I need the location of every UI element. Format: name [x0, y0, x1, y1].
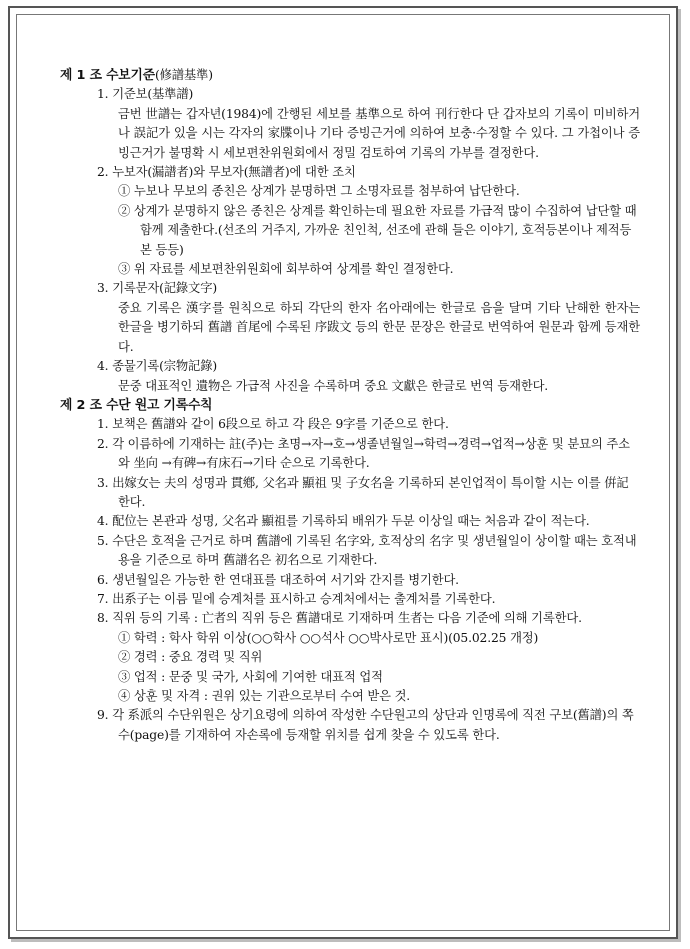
article-2-item-5: 5. 수단은 호적을 근거로 하며 舊譜에 기록된 名字와, 호적상의 名字 및 생년월일이 상이할 때는 호적내용을 기준으로 하며 舊譜名은 初名으로 기재한다.: [97, 533, 637, 568]
article-2-item-8-sub-2: ② 경력 : 중요 경력 및 직위: [118, 650, 263, 665]
article-1-item-2-sub-2: ② 상계가 분명하지 않은 종친은 상계를 확인하는데 필요한 자료를 가급적 많이 수집하여 납단할 때 함께 제출한다.(선조의 거주지, 가까운 친인척, 선조에 관해 들은 이야기, 호적등본이나 제적등본 등등): [118, 203, 637, 257]
article-2-heading: 제 2 조 수단 원고 기록수칙: [60, 397, 213, 413]
article-1-heading-note: (修譜基準): [154, 68, 213, 82]
article-2-item-8-sub-1: ① 학력 : 학사 학위 이상(○○학사 ○○석사 ○○박사로만 표시)(05.02.25 개정): [118, 630, 539, 645]
article-2-item-9: 9. 각 系派의 수단위원은 상기요령에 의하여 작성한 수단원고의 상단과 인명록에 직전 구보(舊譜)의 쪽수(page)를 기재하여 자손록에 등재할 위치를 쉽게 찾을 수 있도록 한다.: [97, 708, 634, 742]
article-2-item-3: 3. 出嫁女는 夫의 성명과 貫鄕, 父名과 顯祖 및 子女名을 기록하되 본인업적이 특이할 시는 이를 倂記한다.: [97, 475, 629, 509]
article-1-item-1-title: 1. 기준보(基準譜): [97, 87, 194, 102]
article-2-item-8-sub-4: ④ 상훈 및 자격 : 권위 있는 기관으로부터 수여 받은 것.: [118, 689, 411, 703]
article-1-item-3-body: 중요 기록은 漢字를 원칙으로 하되 각단의 한자 名아래에는 한글로 음을 달며 기타 난해한 한자는 한글을 병기하되 舊譜 首尾에 수록된 序跋文 등의 한문 문장은 한글로 번역하여 원문과 함께 등재한다.: [118, 300, 640, 354]
article-2-item-8: 8. 직위 등의 기록 : 亡者의 직위 등은 舊譜대로 기재하며 生者는 다음 기준에 의해 기록한다.: [97, 611, 582, 626]
article-1-item-3-title: 3. 기록문자(記錄文字): [97, 281, 217, 296]
article-2-item-6: 6. 생년월일은 가능한 한 연대표를 대조하여 서기와 간지를 병기한다.: [97, 572, 459, 587]
article-1-heading-text: 제 1 조 수보기준: [60, 68, 155, 83]
document-body: [60, 66, 640, 745]
article-2-item-7: 7. 出系子는 이름 밑에 승계처를 표시하고 승계처에서는 출계처를 기록한다.: [97, 591, 496, 606]
article-2-item-4: 4. 配位는 본관과 성명, 父名과 顯祖를 기록하되 배위가 두분 이상일 때는 처음과 같이 적는다.: [97, 514, 590, 529]
article-1-item-2-sub-3: ③ 위 자료를 세보편찬위원회에 회부하여 상계를 확인 결정한다.: [118, 262, 454, 277]
article-1-item-4-body: 문중 대표적인 遺物은 가급적 사진을 수록하며 중요 文獻은 한글로 번역 등재한다.: [118, 378, 549, 393]
article-2-item-1: 1. 보책은 舊譜와 같이 6段으로 하고 각 段은 9字를 기준으로 한다.: [97, 417, 449, 432]
article-1-item-2-title: 2. 누보자(漏譜者)와 무보자(無譜者)에 대한 조치: [97, 165, 356, 180]
article-1-heading: [60, 66, 640, 85]
article-1-item-2-sub-1: ① 누보나 무보의 종친은 상계가 분명하면 그 소명자료를 첨부하여 납단한다.: [118, 184, 520, 199]
article-2-item-8-sub-3: ③ 업적 : 문중 및 국가, 사회에 기여한 대표적 업적: [118, 669, 383, 684]
article-1-item-4-title: 4. 종물기록(宗物記錄): [97, 359, 217, 374]
article-1-item-1-body: 금번 世譜는 갑자년(1984)에 간행된 세보를 基準으로 하여 刊行한다 단 갑자보의 기록이 미비하거나 誤記가 있을 시는 각자의 家牒이나 기타 증빙근거에 의하여 보충·수정할 수 있다. 그 가첩이나 증빙근거가 불명확 시 세보편찬위원회에서 정밀 검토하여 기록의 가부를 결정한다.: [118, 106, 640, 160]
article-2-item-2: 2. 각 이름하에 기재하는 註(주)는 초명→자→호→생졸년월일→학력→경력→업적→상훈 및 분묘의 주소와 坐向 →有碑→有床石→기타 순으로 기록한다.: [97, 436, 630, 471]
